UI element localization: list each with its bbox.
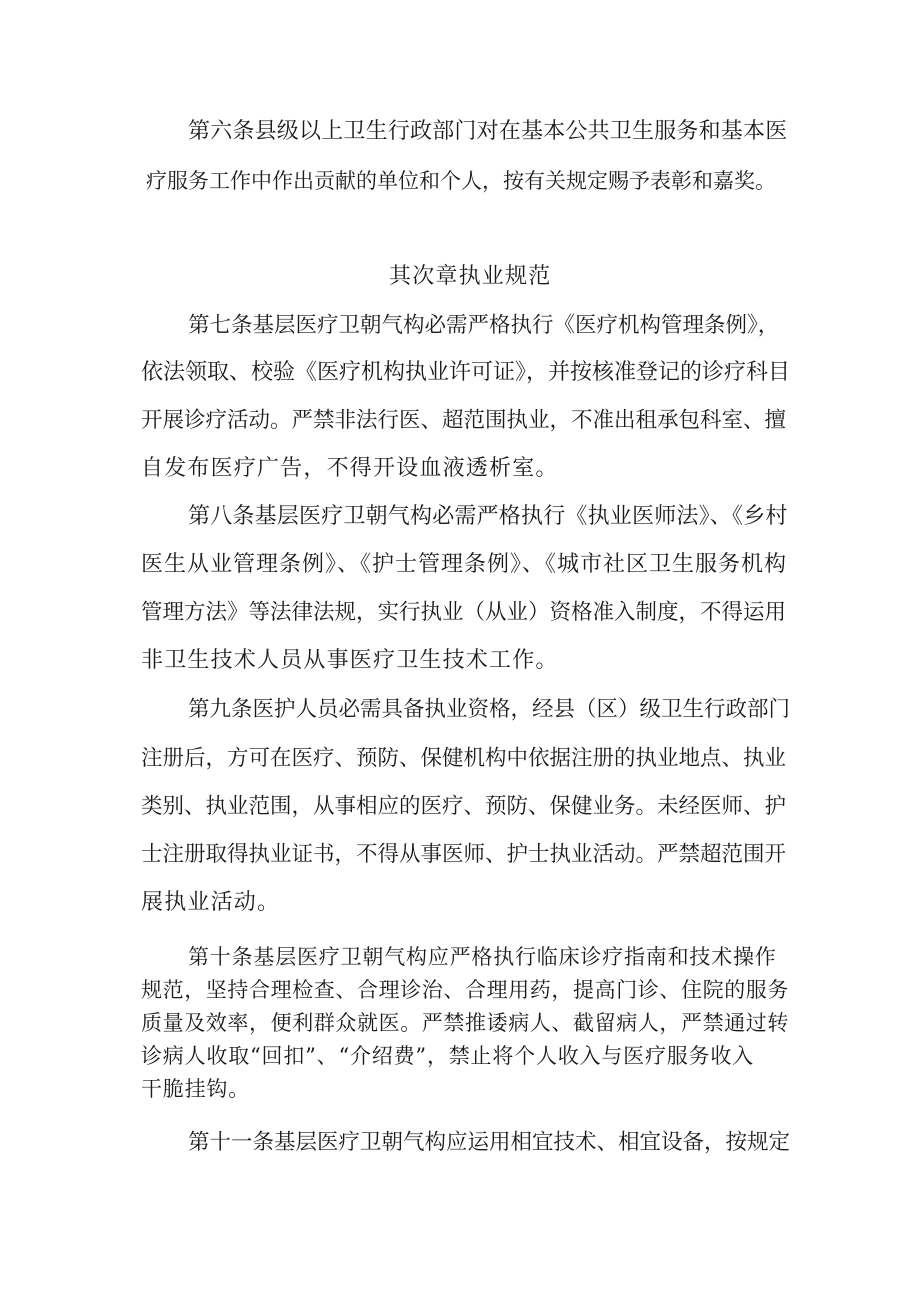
- article-9-line-5: 展执业活动。: [141, 890, 281, 915]
- article-7-line-1: 第七条基层医疗卫朝气构必需严格执行《医疗机构管理条例》，: [188, 313, 780, 338]
- article-7-line-3: 开展诊疗活动。严禁非法行医、超范围执业，不准出租承包科室、擅: [141, 408, 787, 433]
- article-10-line-3: 质量及效率，便利群众就医。严禁推诿病人、截留病人，严禁通过转: [141, 1011, 789, 1035]
- chapter-heading: 其次章执业规范: [389, 264, 552, 289]
- article-11-line-1: 第十一条基层医疗卫朝气构应运用相宜技术、相宜设备，按规定: [188, 1130, 791, 1155]
- article-10-line-4: 诊病人收取“回扣”、“介绍费”，禁止将个人收入与医疗服务收入: [141, 1044, 754, 1068]
- article-6-line-1: 第六条县级以上卫生行政部门对在基本公共卫生服务和基本医: [188, 119, 788, 144]
- article-9-line-2: 注册后，方可在医疗、预防、保健机构中依据注册的执业地点、执业: [141, 746, 787, 771]
- article-8-line-4: 非卫生技术人员从事医疗卫生技术工作。: [141, 648, 559, 673]
- article-9-line-1: 第九条医护人员必需具备执业资格，经县（区）级卫生行政部门: [188, 697, 791, 722]
- article-9-line-3: 类别、执业范围，从事相应的医疗、预防、保健业务。未经医师、护: [141, 794, 787, 819]
- article-10-line-2: 规范，坚持合理检查、合理诊治、合理用药，提高门诊、住院的服务: [141, 978, 789, 1002]
- article-8-line-3: 管理方法》等法律法规，实行执业（从业）资格准入制度，不得运用: [141, 600, 787, 625]
- article-8-line-2: 医生从业管理条例》、《护士管理条例》、《城市社区卫生服务机构: [141, 552, 788, 577]
- article-10-line-1: 第十条基层医疗卫朝气构应严格执行临床诊疗指南和技术操作: [188, 945, 777, 969]
- article-7-line-2: 依法领取、校验《医疗机构执业许可证》，并按核准登记的诊疗科目: [141, 360, 791, 385]
- article-10-line-5: 干脆挂钩。: [141, 1077, 250, 1101]
- article-7-line-4: 自发布医疗广告，不得开设血液透析室。: [141, 456, 559, 481]
- article-6-line-2: 疗服务工作中作出贡献的单位和个人，按有关规定赐予表彰和嘉奖。: [146, 169, 776, 193]
- article-8-line-1: 第八条基层医疗卫朝气构必需严格执行《执业医师法》、《乡村: [188, 504, 788, 529]
- article-9-line-4: 士注册取得执业证书，不得从事医师、护士执业活动。严禁超范围开: [141, 842, 787, 867]
